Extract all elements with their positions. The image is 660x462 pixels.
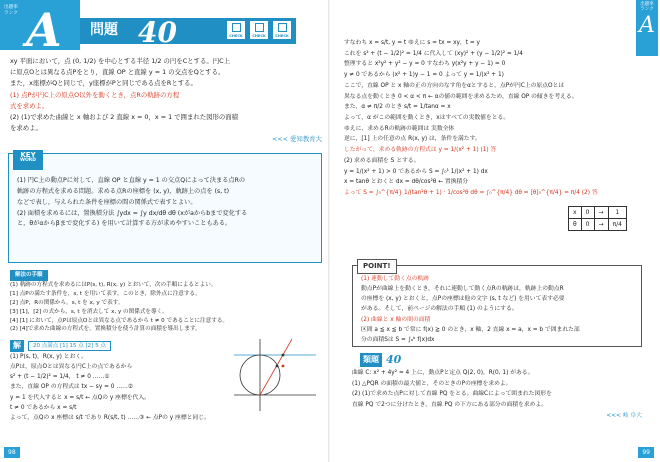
answer-label: 解 — [10, 340, 24, 352]
key-word-badge — [13, 150, 43, 170]
page-number-right: 99 — [638, 447, 654, 458]
point-line: の座標を (x, y) とおくと，点Pの座標は他の文字 (s, t など) を用いて表す必要 — [361, 296, 565, 303]
solution-line: [2] 点P，Rの関係から，s, t を x, y で表す。 — [10, 299, 124, 306]
answer-line: また，α ≠ π/2 のとき s/t = 1/tanα = x — [344, 104, 451, 111]
similar-source: <<< 岐 阜大 — [606, 412, 642, 419]
answer-line: (2) 求める面積を S とする。 — [344, 157, 420, 164]
answer-line: 整理すると x²y² + y² − y = 0 すなわち y(x²y + y − 1) = 0 — [344, 61, 506, 68]
answer-line: すなわち x = s/t, y = t ゆえに s = tx = xy，t = y — [344, 40, 480, 46]
check-label: CHECK — [229, 33, 243, 38]
answer-line: これを s² + (t − 1/2)² = 1/4 に代入して (xy)² + (y − 1/2)² = 1/4 — [344, 50, 523, 57]
rank-label-right: 出題率 ランク — [640, 2, 654, 12]
problem-statement — [10, 56, 322, 146]
table-cell: 0 — [581, 207, 594, 219]
answer-line: 逆に，[1] 上の任意の点 R(x, y) は，条件を満たす。 — [344, 136, 481, 143]
rank-badge-right — [636, 0, 658, 56]
point-line: (2) 曲線と x 軸の間の面積 — [361, 316, 431, 323]
key-line: (1) 円C上の動点Pに対して，直線 OP と直線 y = 1 の交点Qによって決まる点Rの — [17, 177, 246, 184]
table-cell: → — [594, 207, 608, 219]
rank-badge — [0, 0, 80, 57]
problem-line: 式を求めよ。 — [10, 101, 49, 110]
solution-line: [1] 点Pの満たす条件を，s, t を用いて表す。このとき，除外点に注意する。 — [10, 290, 201, 297]
answer-continued — [344, 38, 632, 199]
solution-line: (2) [4]で求めた曲線の方程式を，置換積分を使う計算の面積を導出します。 — [10, 326, 201, 333]
solution-steps — [10, 270, 322, 334]
point-line: 分の面積Sは S = ∫ₐᵇ f(x)dx — [361, 336, 435, 343]
rank-letter: A — [26, 3, 62, 57]
substitution-table — [568, 206, 627, 231]
key-word-title: KEY — [20, 151, 36, 159]
answer-line: ゆえに，求めるRの軌跡の範囲は 実数全体 — [344, 125, 455, 132]
table-cell: π/4 — [608, 219, 626, 231]
check-label: CHECK — [275, 33, 289, 38]
score-tag: 20 点満点 [1] 15 点 [2] 5 点 — [28, 341, 111, 351]
rank-letter-right: A — [639, 12, 655, 38]
problem-source: <<< 愛知教育大 — [271, 135, 322, 144]
solution-line: [3] [1]，[2] の式から，s, t を消去して x, y の関係式を導く。 — [10, 308, 168, 315]
check-box-3[interactable] — [272, 20, 292, 40]
table-cell: 1 — [608, 207, 626, 219]
problem-line: に原点Oとは異なる点Pをとり，直線 OP と直線 y = 1 の交点をQとする。 — [10, 68, 225, 77]
key-word-text — [17, 176, 317, 230]
table-cell: → — [594, 219, 608, 231]
right-page — [330, 0, 660, 462]
similar-problem-header — [360, 352, 401, 369]
problem-line: xy 平面において，点 (0, 1/2) を中心とする半径 1/2 の円をCとする。円C上 — [10, 57, 230, 65]
answer-line: 異なる点を動くとき 0 < α < π ← αの値の範囲を求めるため，直線 OP の傾きを考える。 — [344, 93, 578, 100]
point-line: (1) 連動して動く点の軌跡 — [361, 276, 430, 282]
similar-line: (2) (1)で求めた点Pに対して直線 PQ をとる。曲線Cによって囲まれた図形を — [352, 391, 552, 398]
answer-line: y = 1 を代入すると x = s/t ← 点Qの y 座標を代入。 — [10, 394, 150, 401]
similar-line: 直線 PQ で2つに分けたとき，直線 PQ の下方にある部分の面積を求めよ。 — [352, 402, 548, 409]
solution-steps-header: 解法の手順 — [10, 270, 48, 281]
similar-problem — [352, 368, 642, 422]
answer-line: よって，点Qの x 座標は s/t であり R(s/t, t) ……③ ← 点Pの y 座標と同じ。 — [10, 414, 210, 421]
answer-line: よって S = ∫₀^{π/4} 1/(tan²θ + 1) · 1/cos²θ dθ = ∫₀^{π/4} dθ = [θ]₀^{π/4} = π/4 (2) 答 — [344, 190, 598, 197]
similar-line: (1) △PQR の面積の最大値と，そのときのPの座標を求めよ。 — [352, 380, 512, 387]
problem-line: を求めよ。 — [10, 124, 42, 133]
page-number-left: 98 — [4, 447, 20, 458]
answer-line: x = tanθ とおくと dx = dθ/cos²θ ← 置換積分 — [344, 179, 469, 186]
problem-line: また，x座標がQと同じで，y座標がPと同じである点をRとする。 — [10, 79, 197, 88]
similar-line: 曲線 C: x² + 4y² = 4 上に，動点Pと定点 Q(2, 0)，R(0, 1) がある。 — [352, 370, 534, 376]
problem-line: (1) 点Pが円C上の原点O以外を動くとき，点Rの軌跡の方程 — [10, 90, 180, 99]
similar-problem-label: 類題 — [360, 353, 382, 367]
point-line: がある。そして，前ページの解法の手順 (1) のようにする。 — [361, 306, 518, 313]
point-line: 動点Pが曲線上を動くとき，それに連動して動く点Rの軌跡は，軌跡上の動点R — [361, 286, 564, 293]
answer-line: また，直線 OP の方程式は tx − sy = 0 ……② — [10, 384, 134, 391]
answer-line: したがって，求める軌跡の方程式は y = 1/(x² + 1) (1) 答 — [344, 147, 497, 154]
solution-line: [4] [1] において，点Pは原点Oとは異なる点であるから t ≠ 0 であることに注意する。 — [10, 317, 229, 324]
table-cell: θ — [569, 219, 582, 231]
answer-line: y = 1/(x² + 1) > 0 であるから S = ∫₀¹ 1/(x² + 1) dx — [344, 168, 488, 175]
key-line: 軌跡の方程式を求める問題。求める点Rの座標を (x, y)，軌跡上の点を (s, t) — [17, 187, 229, 195]
point-line: 区間 a ≦ x ≦ b で常に f(x) ≧ 0 のとき，x 軸，2 直線 x = a，x = b で囲まれた部 — [361, 326, 580, 333]
check-label: CHECK — [252, 33, 266, 38]
answer-line: y ≠ 0 であるから (x² + 1)y − 1 = 0 よって y = 1/(x² + 1) — [344, 72, 504, 79]
rank-label: 出題率 ランク — [4, 5, 18, 16]
key-line: などで表し，与えられた条件を座標の間の関係式で表すとよい。 — [17, 198, 197, 206]
answer-line: (1) P(s, t)，R(x, y) とおく。 — [10, 354, 87, 360]
check-box-1[interactable] — [226, 20, 246, 40]
key-word-box — [8, 153, 322, 263]
table-cell: 0 — [581, 219, 594, 231]
answer-line: s² + (t − 1/2)² = 1/4， t ≠ 0 ……① — [10, 374, 110, 381]
answer-line: よって，α がこの範囲を動くとき，xはすべての実数値をとる。 — [344, 115, 510, 122]
problem-number: 40 — [138, 16, 177, 49]
answer-line: t ≠ 0 であるから x = s/t — [10, 404, 77, 411]
problem-word: 問題 — [90, 22, 118, 38]
similar-problem-number: 40 — [386, 353, 402, 366]
table-cell: x — [569, 207, 582, 219]
solution-line: (1) 軌跡の方程式を求めるにはP(s, t), R(x, y) とおいて，次の手順によるとよい。 — [10, 281, 217, 288]
key-line: (2) 面積を求めるには，置換積分法 ∫ydx = ∫y dx/dθ dθ (xがaからbまで変化する — [17, 209, 248, 217]
check-box-2[interactable] — [249, 20, 269, 40]
problem-line: (2) (1)で求めた曲線と x 軸および 2 直線 x = 0，x = 1 で囲まれた図形の面積 — [10, 113, 239, 122]
answer-line: 点Pは，原点Oとは異なる円C上の点であるから — [10, 364, 133, 371]
circle-figure — [230, 335, 320, 415]
point-badge: POINT! — [357, 259, 397, 274]
point-box — [352, 262, 642, 347]
key-line: と，θがαからβまで変化する) を用いて計算する方が求めやすいこともある。 — [17, 220, 232, 228]
answer-line: ここで，直線 OP と x 軸の正の方向のなす角をαとすると，点Pが円C上の原点Oとは — [344, 82, 565, 89]
check-boxes — [226, 20, 292, 40]
key-word-subtitle: WORD — [20, 158, 36, 164]
